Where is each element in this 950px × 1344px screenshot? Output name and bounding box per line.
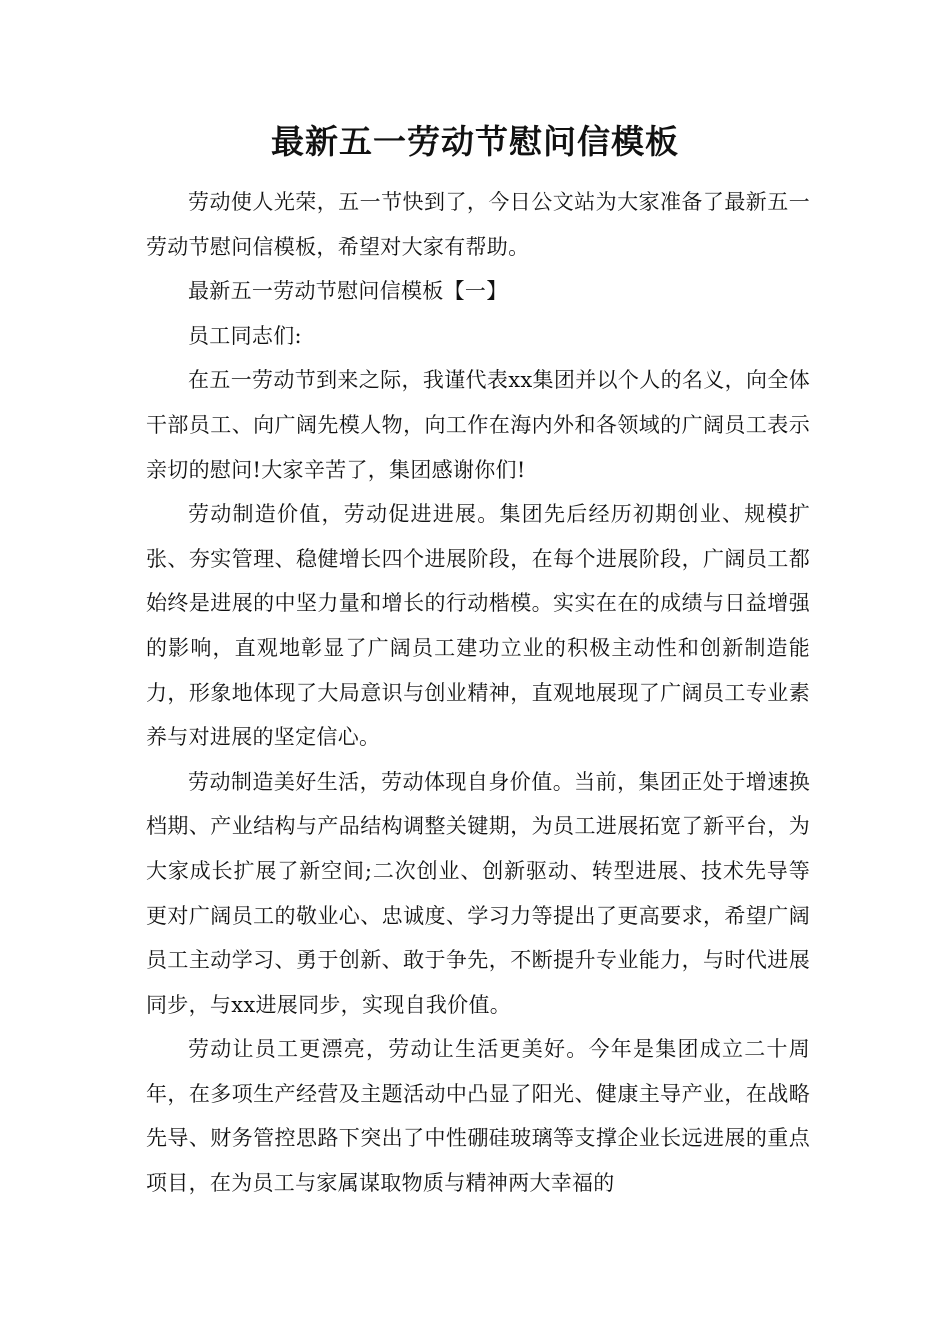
paragraph-greeting: 在五一劳动节到来之际，我谨代表xx集团并以个人的名义，向全体干部员工、向广阔先模人物，向工作在海内外和各领域的广阔员工表示亲切的慰问!大家辛苦了，集团感谢你们! (146, 368, 810, 482)
document-title: 最新五一劳动节慰问信模板 (271, 122, 679, 161)
paragraph-intro: 劳动使人光荣，五一节快到了，今日公文站为大家准备了最新五一劳动节慰问信模板，希望对大家有帮助。 (146, 190, 810, 259)
paragraph-section-heading: 最新五一劳动节慰问信模板【一】 (188, 279, 508, 304)
paragraph-labor-value: 劳动制造价值，劳动促进进展。集团先后经历初期创业、规模扩张、夯实管理、稳健增长四个进展阶段，在每个进展阶段，广阔员工都始终是进展的中坚力量和增长的行动楷模。实实在在的成绩与日益增强的影响，直观地彰显了广阔员工建功立业的积极主动性和创新制造能力，形象地体现了大局意识与创业精神，直观地展现了广阔员工专业素养与对进展的坚定信心。 (146, 502, 810, 750)
document-body (146, 180, 810, 1206)
paragraph-anniversary: 劳动让员工更漂亮，劳动让生活更美好。今年是集团成立二十周年，在多项生产经营及主题活动中凸显了阳光、健康主导产业，在战略先导、财务管控思路下突出了中性硼硅玻璃等支撑企业长远进展的重点项目，在为员工与家属谋取物质与精神两大幸福的 (146, 1037, 810, 1196)
paragraph-labor-life: 劳动制造美好生活，劳动体现自身价值。当前，集团正处于增速换档期、产业结构与产品结构调整关键期，为员工进展拓宽了新平台，为大家成长扩展了新空间;二次创业、创新驱动、转型进展、技术先导等更对广阔员工的敬业心、忠诚度、学习力等提出了更高要求，希望广阔员工主动学习、勇于创新、敢于争先，不断提升专业能力，与时代进展同步，与xx进展同步，实现自我价值。 (146, 769, 810, 1017)
paragraph-salutation: 员工同志们: (188, 323, 302, 348)
